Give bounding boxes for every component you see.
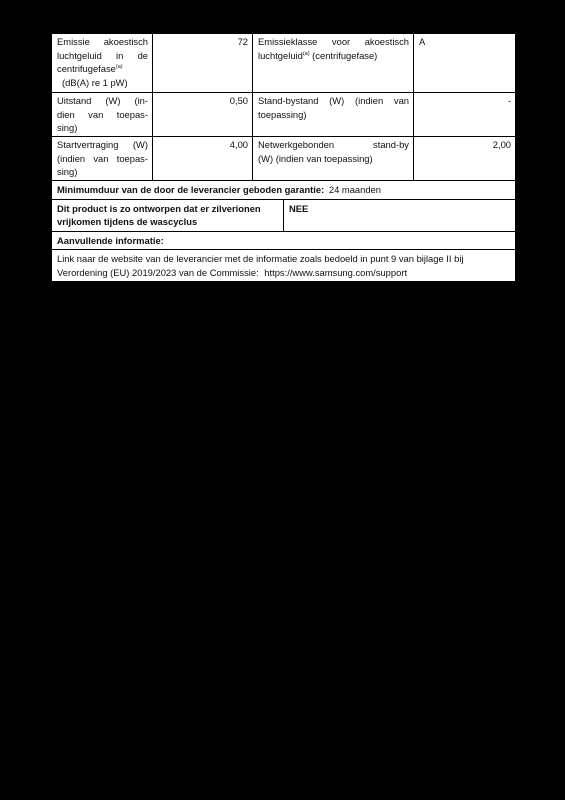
- warranty-row: [52, 181, 516, 200]
- spec-label-line: Uitstand (W) (in-: [57, 95, 148, 106]
- spec-label-line: toepassing): [258, 108, 307, 120]
- spec-row: [52, 137, 516, 181]
- additional-info-row: [52, 250, 516, 282]
- spec-label-line: luchtgeluid: [258, 49, 303, 61]
- spec-label: [253, 137, 414, 181]
- spec-label-line: Emissie akoestisch: [57, 36, 148, 47]
- spec-value: A: [414, 34, 516, 93]
- silver-ions-label-line: Dit product is zo ontworpen dat er zilverionen: [57, 202, 261, 214]
- spec-label: [253, 93, 414, 137]
- warranty-value: 24 maanden: [328, 184, 381, 195]
- spec-value: 2,00: [414, 137, 516, 181]
- spec-label-line: dien van toepas-: [57, 108, 148, 120]
- spec-label-line: (centrifugefase): [309, 49, 378, 61]
- silver-ions-label-line: vrijkomen tijdens de wascyclus: [57, 216, 198, 227]
- additional-info-line: Link naar de website van de leverancier met de informatie zoals bedoeld in punt 9 van bijlage II bij: [57, 253, 464, 264]
- silver-ions-label: [52, 199, 284, 231]
- spec-label-line: sing): [57, 122, 78, 133]
- spec-label: [52, 137, 153, 181]
- spec-label-line: centrifugefase: [57, 63, 116, 74]
- spec-label-line: Startvertraging (W): [57, 139, 148, 150]
- additional-info-line: Verordening (EU) 2019/2023 van de Commissie:: [57, 266, 259, 278]
- spec-label-line: sing): [57, 166, 78, 177]
- spec-row: [52, 93, 516, 137]
- spec-label-line: Emissieklasse voor akoestisch: [258, 36, 409, 47]
- support-link[interactable]: https://www.samsung.com/support: [264, 266, 408, 278]
- spec-label: [52, 34, 153, 93]
- silver-ions-row: [52, 199, 516, 231]
- info-table: [51, 180, 516, 282]
- silver-ions-value: NEE: [284, 199, 516, 231]
- product-information-sheet: [51, 33, 515, 282]
- warranty-label: Minimumduur van de door de leverancier geboden garantie:: [57, 184, 325, 195]
- spec-label-line: (indien van toepas-: [57, 152, 148, 164]
- spec-label-line: Netwerkgebonden stand-by: [258, 139, 409, 150]
- spec-label-line: luchtgeluid in de: [57, 49, 148, 61]
- spec-label-line: Stand-bystand (W) (indien van: [258, 95, 409, 106]
- additional-info-heading-row: [52, 231, 516, 250]
- additional-info-text: [52, 250, 516, 282]
- spec-label-line: (W) (indien van toepassing): [258, 152, 373, 164]
- spec-label: [52, 93, 153, 137]
- spec-unit: (dB(A) re 1 pW): [62, 76, 128, 88]
- spec-label: [253, 34, 414, 93]
- additional-info-heading: Aanvullende informatie:: [52, 231, 516, 250]
- footnote-marker: (a): [115, 64, 123, 70]
- spec-value: 4,00: [153, 137, 253, 181]
- spec-value: 72: [153, 34, 253, 93]
- spec-value: 0,50: [153, 93, 253, 137]
- spec-table: [51, 33, 516, 181]
- spec-row: [52, 34, 516, 93]
- footnote-marker: (a): [302, 50, 310, 57]
- spec-value: -: [414, 93, 516, 137]
